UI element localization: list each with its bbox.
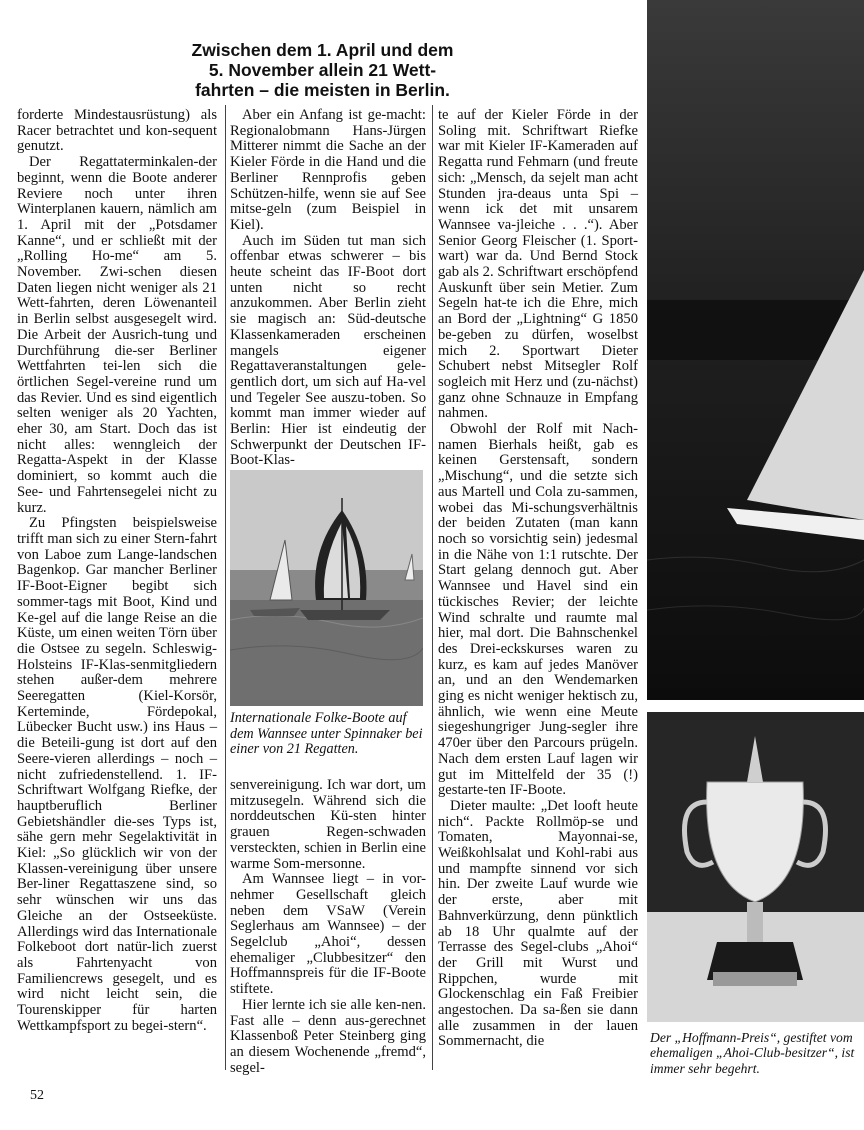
photo-caption-trophy: Der „Hoffmann-Preis“, gestiftet vom ehemaligen „Ahoi-Club-besitzer“, ist immer sehr begehrt. xyxy=(650,1030,855,1076)
paragraph: forderte Mindestausrüstung) als Racer betrachtet und kon-sequent genutzt. xyxy=(17,107,217,155)
folkboat-spinnaker-photo xyxy=(230,470,423,706)
paragraph: Hier lernte ich sie alle ken-nen. Fast alle – denn aus-gerechnet Klassenboß Peter Steinberg ging an diesem Wochenende „fremd“, segel- xyxy=(230,996,426,1076)
paragraph: Obwohl der Rolf mit Nach-namen Bierhals heißt, gab es keinen Gerstensaft, sondern „Mischung“, und die setzte sich aus Martell und Cola zu-sammen, wobei das Mi-schungsverhältnis der beiden Zutaten (man kann noch so vorsichtig sein) jedesmal in die Nähe von 1:1 rutschte. Der Start gelang dennoch gut. Aber Wannsee und Havel sind ein tückisches Revier; der leichte Wind schralte und raumte mal hier, mal dort. Die Bahnschenkel des Drei-eckskurses waren zu kurz, es kam auf jedes Manöver an, und an den Wendemarken ging es nicht weniger hektisch zu, ähnlich, wie wenn eine Meute siegeshungriger Jung-segler ihre 470er über den Parcours prügeln. Nach dem ersten Lauf lagen wir gut im Mittelfeld der 35 (!) gestarte-ten IF-Boote. xyxy=(438,421,638,799)
article-column-3 xyxy=(438,108,638,1050)
article-column-2-top xyxy=(230,108,426,469)
article-column-2-bottom xyxy=(230,778,426,1076)
paragraph: Zu Pfingsten beispielsweise trifft man sich zu einer Stern-fahrt von Laboe zum Lange-landschen Bagenkop. Gar mancher Berliner IF-Boot-Eigner begibt sich sommer-tags mit Boot, Kind und Ke-gel auf die lange Reise an die Küste, um einen weiten Törn über die Ostsee zu segeln. Schleswig-Holsteins IF-Klas-senmitgliedern stehen außer-dem mehrere Seeregatten (Kiel-Korsör, Kerteminde, Fördepokal, Lübecker Bucht usw.) ins Haus – die Beteili-gung ist dort auf den Seere-vieren allerdings – noch – nicht zufriedenstellend. 1. IF-Schriftwart Wolfgang Riefke, der hauptberuflich Berliner Gebietshändler die-ses Typs ist, sähe gern mehr Segelaktivität in Kiel: „So glücklich wir von der Klassen-vereinigung über unsere Ber-liner Regattaszene sind, so sehr wünschen wir uns das Gleiche an der Ostseeküste. Allerdings wird das Internationale Folkeboot dort natür-lich zuerst als Fahrtenyacht von Familiencrews gesegelt, und es wird nicht leicht sein, die Tourenskipper für harten Wettkampfsport zu begei-stern“. xyxy=(17,515,217,1034)
page-number: 52 xyxy=(30,1088,44,1103)
sailboat-dusk-photo xyxy=(647,0,864,700)
headline-line-2: 5. November allein 21 Wett- xyxy=(208,60,437,80)
paragraph: senvereinigung. Ich war dort, um mitzusegeln. Während sich die norddeutschen Kü-sten hinter grauen Regen-schwaden versteckten, schien in Berlin eine warme Som-mersonne. xyxy=(230,777,426,872)
column-divider-left xyxy=(225,105,226,1070)
paragraph: Der Regattaterminkalen-der beginnt, wenn die Boote anderer Reviere noch unter ihren Winterplanen kauern, nämlich am 1. April mit der „Potsdamer Kanne“, und er schließt mit der „Rolling Ho-me“ am 5. November. Zwi-schen diesen Daten liegen nicht weniger als 21 Wett-fahrten, deren Löwenanteil in Berlin selbst ausgesegelt wird. Die Arbeit der Ausrich-tung und Durchführung die-ser Berliner Wettfahrten tei-len sich die örtlichen Segel-vereine rund um das Revier. Und es sind eigentlich selten weniger als 20 Yachten, eher 30, am Start. Doch das ist nicht alles: wenngleich der Regatta-Aspekt in der Klasse dominiert, so kommt auch die See- und Fahrtensegelei nicht zu kurz. xyxy=(17,154,217,516)
paragraph: Dieter maulte: „Det looft heute nich“. Packte Rollmöp-se und Tomaten, Mayonnai-se, Weißkohlsalat und Kohl-rabi aus und mampfte sinnend vor sich hin. Der zweite Lauf wurde wie der erste, aber mit Bahnverkürzung, denn pünktlich ab 18 Uhr qualmte auf der Terrasse des Segel-clubs „Ahoi“ der Grill mit Wurst und Rippchen, wurde mit Glockenschlag ein Faß Freibier angestochen. Da sa-ßen sie dann alle zusammen in der lauen Sommernacht, die xyxy=(438,797,638,1050)
paragraph: te auf der Kieler Förde in der Soling mit. Schriftwart Riefke war mit Kieler IF-Kameraden auf Regatta rund Fehmarn (und freute sich: „Mensch, da sejelt man acht Stunden jra-deaus unta Spi – wenn ick det mit unsarem Wannsee va-jleiche . . .“). Aber Senior Georg Fleischer (1. Sport-wart) war da. Und Bernd Stock gab als 2. Schriftwart erschöpfend Auskunft über sein Metier. Zum Segeln hat-te ich die Ehre, mich an Bord der „Lightning“ G 1850 be-geben zu dürfen, woselbst mich 2. Sportwart Dieter Schubert nebst Mitsegler Rolf sogleich mit Herz und (zu-nächst) ganz ohne Schnauze in Empfang nahmen. xyxy=(438,107,638,422)
paragraph: Auch im Süden tut man sich offenbar etwas schwerer – bis heute scheint das IF-Boot dort unten nicht so recht anzukommen. Aber Berlin zieht sie magisch an: Süd-deutsche Klassenkameraden erscheinen mangels eigener Regattaveranstaltungen gele-gentlich dort, um sich auf Ha-vel und Tegeler See auszu-toben. So kommt man immer wieder auf Berlin: Hier ist eindeutig der Schwerpunkt der Deutschen IF-Boot-Klas- xyxy=(230,232,426,469)
paragraph: Am Wannsee liegt – in vor-nehmer Gesellschaft gleich neben dem VSaW (Verein Seglerhaus am Wannsee) – der Segelclub „Ahoi“, dessen ehemaliger „Clubbesitzer“ den Hoffmannspreis für die IF-Boote stiftete. xyxy=(230,871,426,998)
headline xyxy=(150,40,495,100)
article-column-1 xyxy=(17,108,217,1034)
hoffmann-prize-trophy-photo xyxy=(647,712,864,1022)
headline-line-1: Zwischen dem 1. April und dem xyxy=(191,40,454,60)
paragraph: Aber ein Anfang ist ge-macht: Regionalobmann Hans-Jürgen Mitterer nimmt die Sache an der Kieler Förde in die Hand und die Berliner Rennprofis geben Schützen-hilfe, wenn sie auf See mitse-geln (zum Beispiel in Kiel). xyxy=(230,107,426,233)
headline-line-3: fahrten – die meisten in Berlin. xyxy=(195,80,450,100)
photo-caption-folkboats: Internationale Folke-Boote auf dem Wannsee unter Spinnaker bei einer von 21 Regatten. xyxy=(230,710,423,757)
column-divider-right xyxy=(432,105,433,1070)
